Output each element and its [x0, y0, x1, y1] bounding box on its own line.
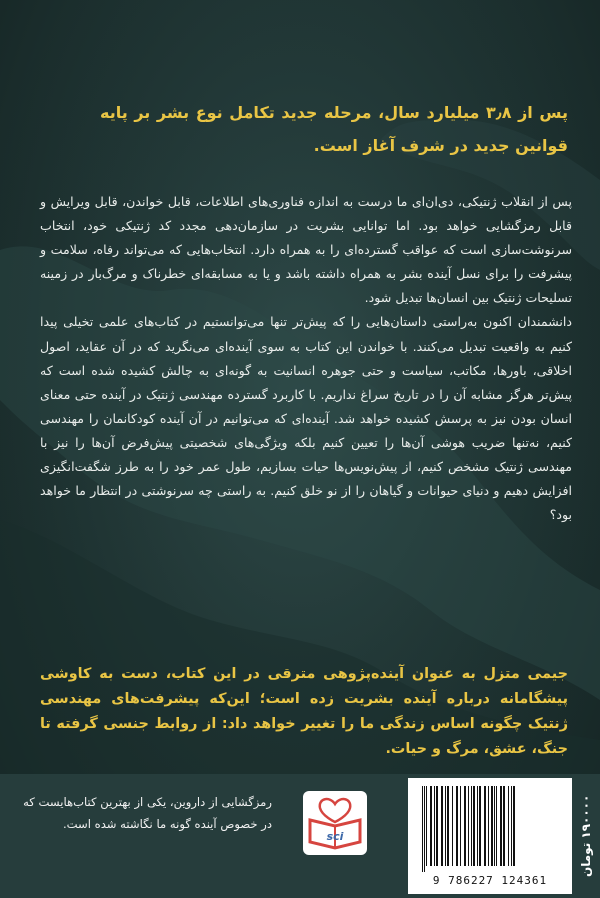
barcode-bar [426, 786, 427, 866]
barcode-bars [418, 786, 568, 872]
isbn-barcode [408, 778, 572, 894]
barcode-bar [447, 786, 449, 866]
barcode-bar [508, 786, 509, 866]
barcode-bar [471, 786, 472, 866]
publisher-logo [302, 790, 368, 856]
title-quote: پس از ۳٫۸ میلیارد سال، مرحله جدید تکامل نوع بشر بر پایه قوانین جدید در شرف آغاز است. [100, 103, 568, 155]
barcode-bar [452, 786, 453, 866]
body-text [40, 190, 572, 527]
barcode-bar [491, 786, 493, 866]
barcode-bar [464, 786, 466, 866]
barcode-bar [479, 786, 481, 866]
footer-note: رمزگشایی از داروین، یکی از بهترین کتاب‌هایست که در خصوص آینده گونه ما نگاشته شده است. [23, 795, 272, 831]
body-paragraph: پس از انقلاب ژنتیکی، دی‌ان‌ای ما درست به اندازه فناوری‌های اطلاعات، قابل خواندن، قابل ویرایش و قابل رمزگشایی خواهد بود. اما توانایی بشریت در سازمان‌دهی مجدد کد ژنتیکی خود، انتخاب سرنوشت‌سازی است که عواقب گسترده‌ای را به همراه دارد. انتخاب‌هایی که می‌تواند رفاه، سلامت و پیشرفت را برای نسل آینده بشر به همراه داشته باشد و یا به مسابقه‌ای خطرناک و مرگ‌بار در زمینه تسلیحات ژنتیک بین انسان‌ها تبدیل شود. [40, 194, 572, 306]
barcode-bar [503, 786, 505, 866]
barcode-bar [445, 786, 446, 866]
barcode-bar [477, 786, 478, 866]
barcode-bar [441, 786, 443, 866]
tagline-quote: جیمی متزل به عنوان آینده‌پژوهی مترقی در این کتاب، دست به کاوشی پیشگامانه درباره آینده بشریت زده است؛ این‌که پیشرفت‌های مهندسی ژنتیک چگونه اساس زندگی ما را تغییر خواهد داد: از روابط جنسی گرفته تا جنگ، عشق، مرگ و حیات. [40, 666, 568, 757]
isbn-number: 9 786227 124361 [432, 874, 548, 887]
body-paragraph: دانشمندان اکنون به‌راستی داستان‌هایی را که پیش‌تر تنها می‌توانستیم در کتاب‌های علمی تخیلی پیدا کنیم به واقعیت تبدیل می‌کنند. با خواندن این کتاب به سوی آینده‌ای می‌نگرید که در آن عقاید، اصول اخلاقی، باورها، مکاتب، سیاست و حتی جوهره انسانیت به گونه‌ای به چالش کشیده شده است که پیش‌تر هرگز مشابه آن را در تاریخ سراغ نداریم. با کاربرد گسترده مهندسی ژنتیک در آینده حتی معنای انسان بودن نیز به پرسش کشیده خواهد شد. آینده‌ای که می‌توانیم در آن آینده کودکانمان را مهندسی کنیم، نه‌تنها ضریب هوشی آن‌ها را تعیین کنیم بلکه ویژگی‌های شخصیتی پیش‌فرض آن‌ها را نیز با مهندسی ژنتیک مشخص کنیم، از پیش‌نویس‌ها حیات بسازیم، طول عمر خود را به طرز شگفت‌انگیزی افزایش دهیم و دنیای حیوانات و گیاهان را از نو خلق کنیم. به راستی چه سرنوشتی در انتظار ما خواهد بود؟ [40, 314, 572, 523]
barcode-bar [460, 786, 461, 866]
barcode-bar [473, 786, 475, 866]
barcode-bar [494, 786, 495, 866]
barcode-bar [430, 786, 432, 866]
barcode-bar [422, 786, 423, 872]
barcode-bar [488, 786, 489, 866]
barcode-bar [436, 786, 438, 866]
barcode-bar [496, 786, 497, 866]
barcode-bar [434, 786, 435, 866]
barcode-bar [424, 786, 425, 872]
barcode-bar [468, 786, 469, 866]
barcode-bar [456, 786, 458, 866]
barcode-bar [500, 786, 502, 866]
publisher-logo-text: sci [326, 830, 344, 843]
barcode-bar [484, 786, 486, 866]
barcode-bar [513, 786, 515, 866]
barcode-bar [511, 786, 512, 866]
price-label: ۱۹۰۰۰۰ تومان [579, 794, 593, 878]
